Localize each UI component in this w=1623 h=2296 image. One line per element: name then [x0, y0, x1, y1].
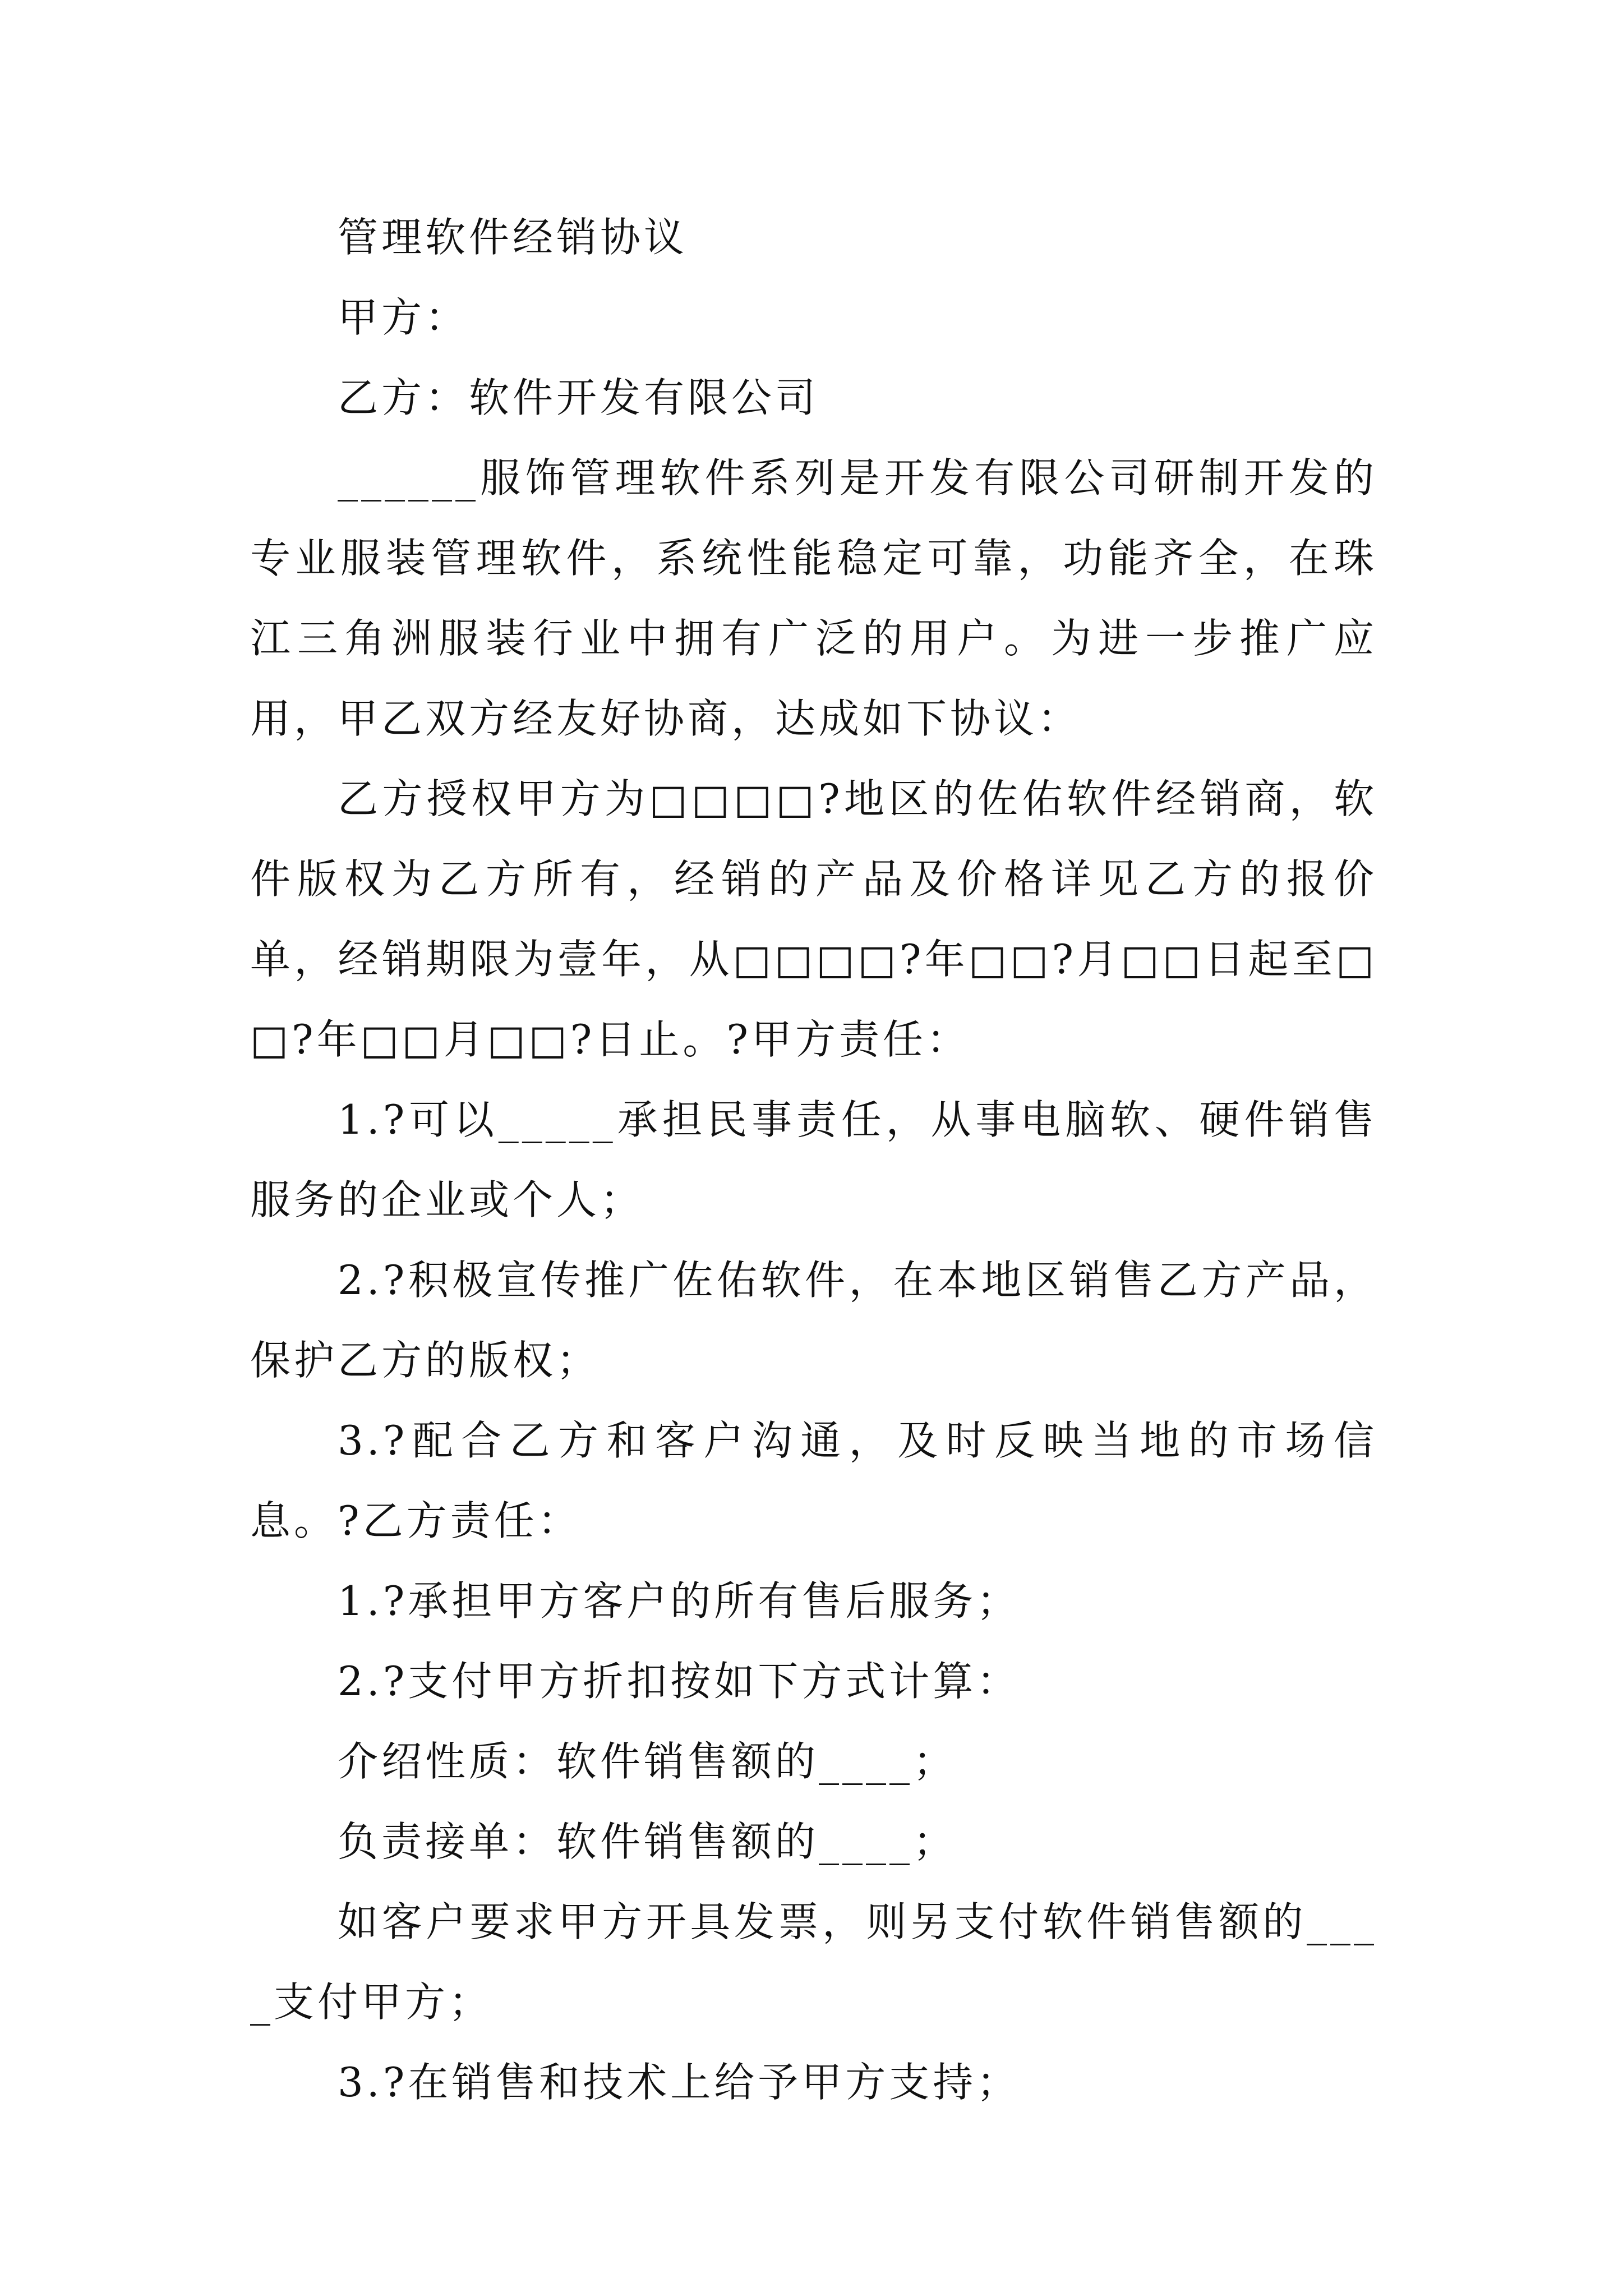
discount-order: 负责接单：软件销售额的____；	[338, 1818, 957, 1865]
party-b-line: 乙方：软件开发有限公司	[338, 374, 819, 421]
party-a-duty-1: 1.?可以_____承担民事责任，从事电脑软、硬件销售服务的企业或个人；	[250, 1096, 1377, 1223]
party-b-duty-3: 3.?在销售和技术上给予甲方支持；	[338, 2059, 1021, 2106]
party-b-duty-2: 2.?支付甲方折扣按如下方式计算：	[338, 1658, 1021, 1705]
party-b-duty-1: 1.?承担甲方客户的所有售后服务；	[338, 1577, 1021, 1625]
party-a-duty-2: 2.?积极宣传推广佐佑软件，在本地区销售乙方产品，保护乙方的版权；	[250, 1257, 1377, 1384]
party-a-line: 甲方：	[338, 294, 469, 341]
invoice-paragraph: 如客户要求甲方开具发票，则另支付软件销售额的____支付甲方；	[250, 1898, 1377, 2026]
party-a-duty-3: 3.?配合乙方和客户沟通，及时反映当地的市场信息。?乙方责任：	[250, 1417, 1377, 1544]
document-body	[250, 197, 1377, 2123]
intro-paragraph: ______服饰管理软件系列是开发有限公司研制开发的专业服装管理软件，系统性能稳定可靠，功能齐全，在珠江三角洲服装行业中拥有广泛的用户。为进一步推广应用，甲乙双方经友好协商，达成如下协议：	[250, 454, 1377, 742]
discount-introduction: 介绍性质：软件销售额的____；	[338, 1738, 957, 1785]
document-title: 管理软件经销协议	[338, 214, 688, 261]
authorization-paragraph: 乙方授权甲方为□□□□?地区的佐佑软件经销商，软件版权为乙方所有，经销的产品及价格详见乙方的报价单，经销期限为壹年，从□□□□?年□□?月□□日起至□□?年□□月□□?日止。?甲方责任：	[250, 775, 1377, 1063]
